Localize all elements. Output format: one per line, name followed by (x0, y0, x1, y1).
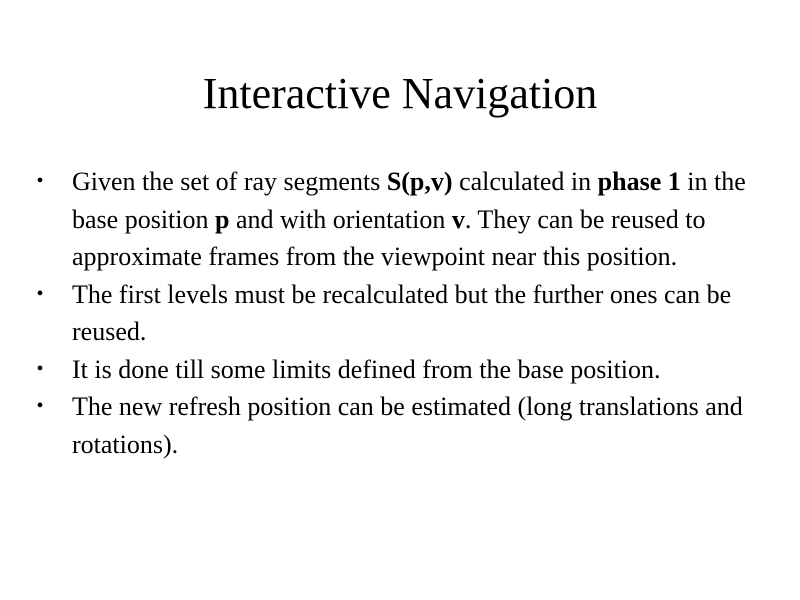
slide-title: Interactive Navigation (202, 69, 598, 118)
bullet-text: It is done till some limits defined from the base position. (72, 354, 661, 384)
bullet-text: The new refresh position can be estimated (long translations and rotations). (72, 392, 743, 459)
bullet-item (36, 163, 762, 276)
bullet-text-segment: Given the set of ray segments (72, 167, 387, 196)
bullet-text: The first levels must be recalculated but the further ones can be reused. (72, 279, 732, 346)
bullet-list (36, 163, 762, 463)
bullet-bold-term: v (451, 204, 465, 234)
bullet-item (36, 388, 762, 463)
bullet-icon: • (36, 395, 44, 417)
bullet-icon: • (36, 170, 44, 192)
bullet-bold-term: phase 1 (597, 167, 681, 196)
bullet-text-segment: and with orientation (229, 204, 452, 234)
bullet-text-segment: . They can be reused to approximate frames from the viewpoint near this position. (72, 204, 706, 271)
bullet-bold-term: S(p,v) (386, 167, 453, 196)
bullet-icon: • (36, 282, 44, 305)
bullet-text-segment: in the base position (72, 167, 746, 234)
bullet-icon: • (36, 357, 44, 380)
bullet-text-segment: calculated in (452, 167, 598, 196)
bullet-item (36, 276, 762, 351)
bullet-bold-term: p (215, 204, 230, 234)
bullet-item (36, 351, 762, 389)
